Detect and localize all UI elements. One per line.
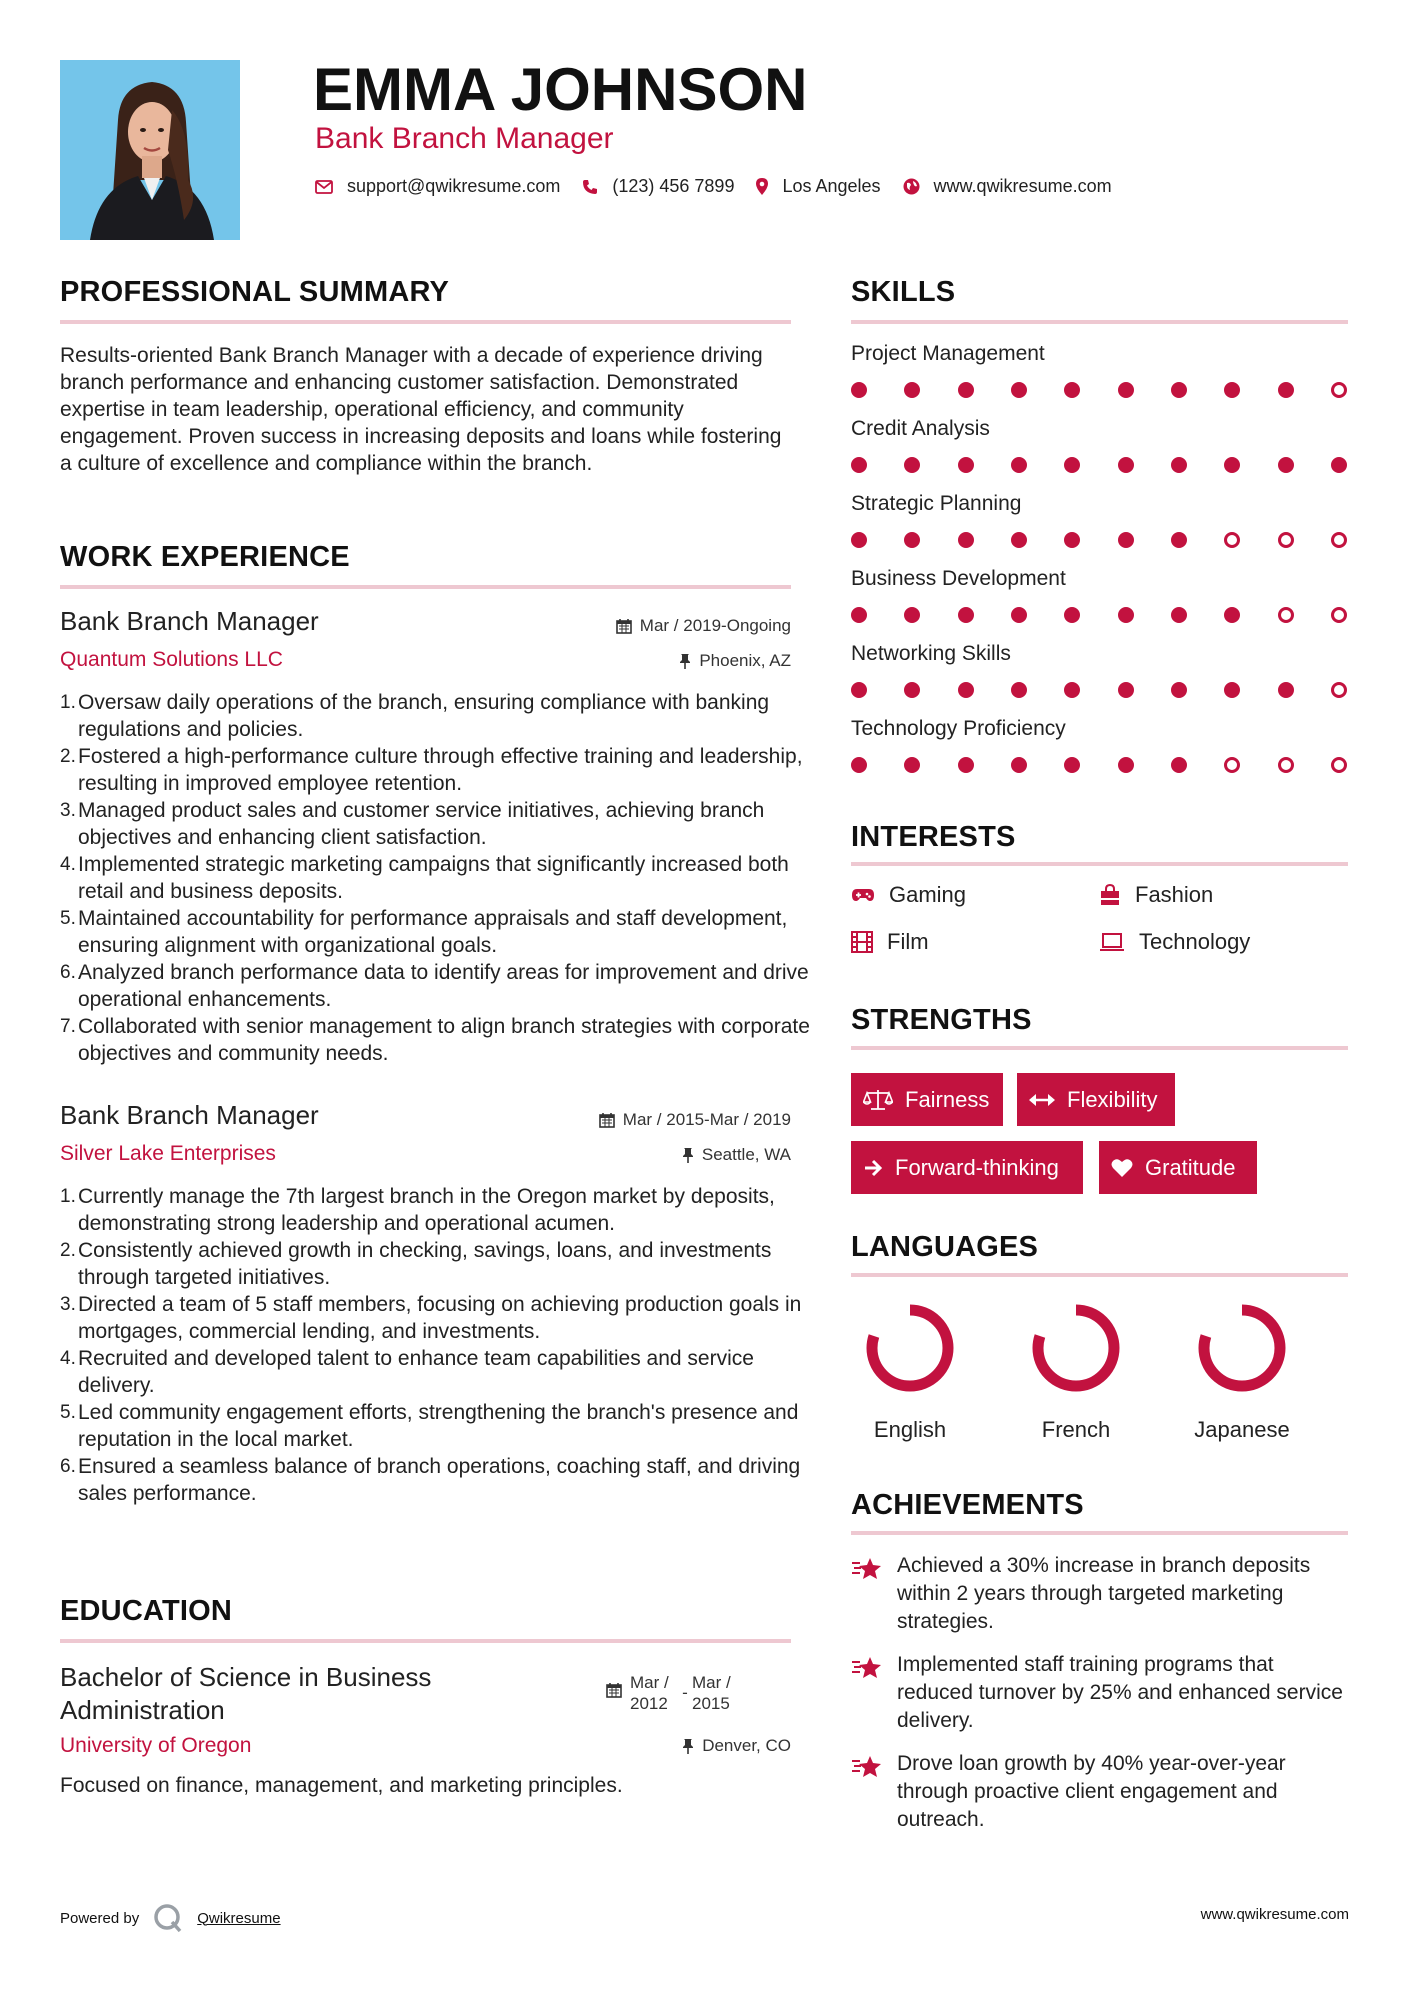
rating-dot-filled	[851, 607, 867, 623]
language-level-ring	[845, 1300, 975, 1400]
list-item: Directed a team of 5 staff members, focusing on achieving production goals in mortgages, commercial lending, and investments.	[78, 1293, 802, 1343]
rating-dot-filled	[958, 682, 974, 698]
rating-dot-filled	[904, 382, 920, 398]
strength-label: Fairness	[905, 1086, 990, 1112]
film-icon	[851, 931, 873, 953]
balance-scale-icon	[863, 1089, 893, 1111]
contact-website[interactable]: www.qwikresume.com	[933, 176, 1112, 196]
qwikresume-logo-icon	[153, 1903, 183, 1933]
rating-dot-filled	[1011, 457, 1027, 473]
footer-powered-by	[60, 1903, 281, 1933]
map-marker-icon	[756, 178, 768, 195]
strength-forward-thinking	[851, 1141, 1083, 1194]
rating-dot-filled	[1118, 532, 1134, 548]
shopping-bag-icon	[1099, 884, 1121, 906]
rating-dot-filled	[904, 757, 920, 773]
arrows-horizontal-icon	[1029, 1093, 1055, 1107]
rating-dot-filled	[851, 457, 867, 473]
footer-website[interactable]: www.qwikresume.com	[1200, 1906, 1349, 1923]
job-responsibilities	[60, 1183, 818, 1507]
achievement-text: Achieved a 30% increase in branch deposits within 2 years through targeted marketing strategies.	[897, 1554, 1311, 1633]
rating-dot-filled	[1118, 682, 1134, 698]
skills-divider	[851, 320, 1348, 324]
rating-dot-filled	[1011, 532, 1027, 548]
pushpin-icon	[682, 1147, 694, 1163]
rating-dot-empty	[1331, 382, 1347, 398]
rating-dot-filled	[1278, 682, 1294, 698]
calendar-icon	[599, 1112, 615, 1128]
rating-dot-filled	[1224, 382, 1240, 398]
pushpin-icon	[682, 1738, 694, 1754]
rating-dot-filled	[1331, 457, 1347, 473]
education-location	[682, 1736, 791, 1756]
skill-rating	[851, 757, 1347, 773]
job-title: Bank Branch Manager	[60, 606, 319, 636]
list-item: Maintained accountability for performance appraisals and staff development, ensuring alignment with organizational goals.	[78, 907, 788, 957]
rating-dot-filled	[958, 607, 974, 623]
rating-dot-empty	[1278, 607, 1294, 623]
education-divider	[60, 1639, 791, 1643]
rating-dot-filled	[1278, 382, 1294, 398]
strength-label: Forward-thinking	[895, 1154, 1059, 1180]
skill-name: Credit Analysis	[851, 417, 990, 440]
phone-icon	[582, 179, 598, 195]
education-location-text: Denver, CO	[702, 1736, 791, 1755]
rating-dot-filled	[1064, 457, 1080, 473]
summary-heading: PROFESSIONAL SUMMARY	[60, 276, 450, 308]
profile-photo	[60, 60, 240, 240]
rating-dot-filled	[851, 682, 867, 698]
rating-dot-filled	[1171, 607, 1187, 623]
rating-dot-filled	[1118, 457, 1134, 473]
languages-divider	[851, 1273, 1348, 1277]
rating-dot-empty	[1278, 532, 1294, 548]
skill-rating	[851, 532, 1347, 548]
rating-dot-filled	[1011, 682, 1027, 698]
interest-film	[851, 929, 929, 955]
list-item: Currently manage the 7th largest branch in the Oregon market by deposits, demonstrating strong leadership and operational acumen.	[78, 1185, 775, 1235]
list-item: Consistently achieved growth in checking, savings, loans, and investments through targeted initiatives.	[78, 1239, 772, 1289]
heart-icon	[1111, 1158, 1133, 1178]
rating-dot-filled	[1171, 532, 1187, 548]
strength-label: Flexibility	[1067, 1086, 1158, 1112]
language-level-arc	[872, 1310, 948, 1386]
list-item: Managed product sales and customer service initiatives, achieving branch objectives and enhancing client satisfaction.	[78, 799, 765, 849]
interests-divider	[851, 862, 1348, 866]
rating-dot-filled	[1224, 682, 1240, 698]
experience-divider	[60, 585, 791, 589]
strength-label: Gratitude	[1145, 1154, 1236, 1180]
rating-dot-filled	[1224, 457, 1240, 473]
language-name: French	[1041, 1417, 1111, 1442]
calendar-icon	[606, 1682, 622, 1698]
list-item: Led community engagement efforts, strengthening the branch's presence and reputation in the local market.	[78, 1401, 799, 1451]
contact-location: Los Angeles	[782, 176, 881, 196]
date-separator: -	[682, 1683, 688, 1702]
candidate-name: EMMA JOHNSON	[313, 56, 808, 123]
achievement-item	[851, 1651, 1351, 1735]
interest-label: Technology	[1139, 929, 1251, 954]
interest-label: Gaming	[889, 882, 967, 907]
language-name: Japanese	[1194, 1417, 1290, 1442]
interest-technology	[1099, 929, 1250, 955]
rating-dot-filled	[1171, 757, 1187, 773]
language-level-arc	[1038, 1310, 1114, 1386]
list-item: Ensured a seamless balance of branch operations, coaching staff, and driving sales performance.	[78, 1455, 801, 1505]
job-location	[679, 651, 791, 671]
skill-name: Networking Skills	[851, 642, 1011, 665]
job-dates	[599, 1110, 791, 1130]
education-end: Mar / 2015	[692, 1673, 731, 1713]
powered-by-label: Powered by	[60, 1909, 140, 1927]
shooting-star-icon	[851, 1555, 883, 1581]
rating-dot-empty	[1331, 757, 1347, 773]
candidate-title: Bank Branch Manager	[315, 122, 614, 155]
rating-dot-filled	[1171, 457, 1187, 473]
education-heading: EDUCATION	[60, 1595, 233, 1627]
rating-dot-filled	[1064, 607, 1080, 623]
rating-dot-filled	[1011, 382, 1027, 398]
list-item: Fostered a high-performance culture through effective training and leadership, resulting in improved employee retention.	[78, 745, 803, 795]
rating-dot-filled	[958, 757, 974, 773]
rating-dot-filled	[1171, 682, 1187, 698]
rating-dot-filled	[1064, 757, 1080, 773]
rating-dot-filled	[851, 532, 867, 548]
calendar-icon	[616, 618, 632, 634]
summary-text: Results-oriented Bank Branch Manager with a decade of experience driving branch performance and enhancing customer satisfaction. Demonstrated expertise in team leadership, operational efficiency, and community engagement. Proven success in increasing deposits and loans while fostering a culture of excellence and compliance within the branch.	[60, 344, 782, 475]
interests-heading: INTERESTS	[851, 821, 1016, 853]
rating-dot-filled	[904, 682, 920, 698]
rating-dot-filled	[904, 457, 920, 473]
rating-dot-empty	[1278, 757, 1294, 773]
job-title: Bank Branch Manager	[60, 1100, 319, 1130]
interest-label: Film	[887, 929, 929, 954]
achievement-text: Drove loan growth by 40% year-over-year through proactive client engagement and outreach.	[897, 1752, 1286, 1831]
job-responsibilities	[60, 689, 818, 1067]
rating-dot-filled	[904, 532, 920, 548]
strength-fairness	[851, 1073, 1003, 1126]
strengths-heading: STRENGTHS	[851, 1004, 1032, 1036]
arrow-right-icon	[863, 1158, 883, 1178]
summary-divider	[60, 320, 791, 324]
rating-dot-filled	[1011, 757, 1027, 773]
rating-dot-filled	[851, 757, 867, 773]
contact-bar	[315, 176, 1134, 197]
rating-dot-empty	[1331, 682, 1347, 698]
rating-dot-filled	[958, 382, 974, 398]
skills-heading: SKILLS	[851, 276, 956, 308]
list-item: Analyzed branch performance data to identify areas for improvement and drive operational enhancements.	[78, 961, 809, 1011]
job-location	[682, 1145, 791, 1165]
language-item	[1177, 1300, 1307, 1443]
skill-name: Technology Proficiency	[851, 717, 1066, 740]
skill-rating	[851, 382, 1347, 398]
school-name: University of Oregon	[60, 1734, 252, 1757]
rating-dot-filled	[1064, 532, 1080, 548]
company-name: Quantum Solutions LLC	[60, 648, 283, 671]
rating-dot-empty	[1224, 757, 1240, 773]
degree-title: Bachelor of Science in Business Administration	[60, 1662, 432, 1725]
list-item: Oversaw daily operations of the branch, ensuring compliance with banking regulations and policies.	[78, 691, 770, 741]
list-item: Implemented strategic marketing campaigns that significantly increased both retail and business deposits.	[78, 853, 789, 903]
rating-dot-filled	[958, 457, 974, 473]
company-name: Silver Lake Enterprises	[60, 1142, 276, 1165]
language-level-ring	[1177, 1300, 1307, 1400]
rating-dot-filled	[851, 382, 867, 398]
language-level-arc	[1204, 1310, 1280, 1386]
rating-dot-filled	[1064, 382, 1080, 398]
strengths-divider	[851, 1046, 1348, 1050]
job-dates-text: Mar / 2015-Mar / 2019	[622, 1110, 791, 1129]
language-level-ring	[1011, 1300, 1141, 1400]
experience-heading: WORK EXPERIENCE	[60, 541, 350, 573]
skill-rating	[851, 682, 1347, 698]
interest-gaming	[851, 882, 966, 908]
achievements-divider	[851, 1531, 1348, 1535]
rating-dot-filled	[1064, 682, 1080, 698]
rating-dot-empty	[1224, 532, 1240, 548]
job-dates-text: Mar / 2019-Ongoing	[639, 616, 791, 635]
rating-dot-filled	[1011, 607, 1027, 623]
contact-email[interactable]: support@qwikresume.com	[347, 176, 561, 196]
skill-rating	[851, 457, 1347, 473]
rating-dot-filled	[904, 607, 920, 623]
strength-gratitude	[1099, 1141, 1257, 1194]
gamepad-icon	[851, 887, 875, 903]
rating-dot-filled	[1171, 382, 1187, 398]
education-dates	[606, 1672, 740, 1714]
list-item: Recruited and developed talent to enhance team capabilities and service delivery.	[78, 1347, 754, 1397]
laptop-icon	[1099, 932, 1125, 952]
rating-dot-filled	[1278, 457, 1294, 473]
rating-dot-filled	[1118, 607, 1134, 623]
achievements-heading: ACHIEVEMENTS	[851, 1489, 1084, 1521]
rating-dot-empty	[1331, 532, 1347, 548]
rating-dot-empty	[1331, 607, 1347, 623]
language-item	[1011, 1300, 1141, 1443]
brand-link[interactable]: Qwikresume	[197, 1909, 281, 1927]
globe-icon	[903, 178, 920, 195]
pushpin-icon	[679, 653, 691, 669]
rating-dot-filled	[1224, 607, 1240, 623]
list-item: Collaborated with senior management to align branch strategies with corporate objectives and community needs.	[78, 1015, 810, 1065]
achievement-item	[851, 1552, 1351, 1636]
skill-rating	[851, 607, 1347, 623]
achievement-item	[851, 1750, 1351, 1834]
skill-name: Business Development	[851, 567, 1066, 590]
shooting-star-icon	[851, 1654, 883, 1680]
education-start: Mar / 2012	[630, 1673, 669, 1713]
job-location-text: Seattle, WA	[701, 1145, 791, 1164]
interest-fashion	[1099, 882, 1213, 908]
rating-dot-filled	[1118, 757, 1134, 773]
rating-dot-filled	[1118, 382, 1134, 398]
envelope-icon	[315, 180, 333, 194]
job-dates	[616, 616, 791, 636]
language-name: English	[873, 1417, 947, 1442]
achievement-text: Implemented staff training programs that reduced turnover by 25% and enhanced service delivery.	[897, 1653, 1343, 1732]
interest-label: Fashion	[1135, 882, 1214, 907]
skill-name: Project Management	[851, 342, 1045, 365]
shooting-star-icon	[851, 1753, 883, 1779]
skill-name: Strategic Planning	[851, 492, 1022, 515]
contact-phone[interactable]: (123) 456 7899	[612, 176, 735, 196]
language-item	[845, 1300, 975, 1443]
strength-flexibility	[1017, 1073, 1175, 1126]
education-description: Focused on finance, management, and marketing principles.	[60, 1774, 623, 1797]
job-location-text: Phoenix, AZ	[699, 651, 791, 670]
rating-dot-filled	[958, 532, 974, 548]
languages-heading: LANGUAGES	[851, 1231, 1039, 1263]
